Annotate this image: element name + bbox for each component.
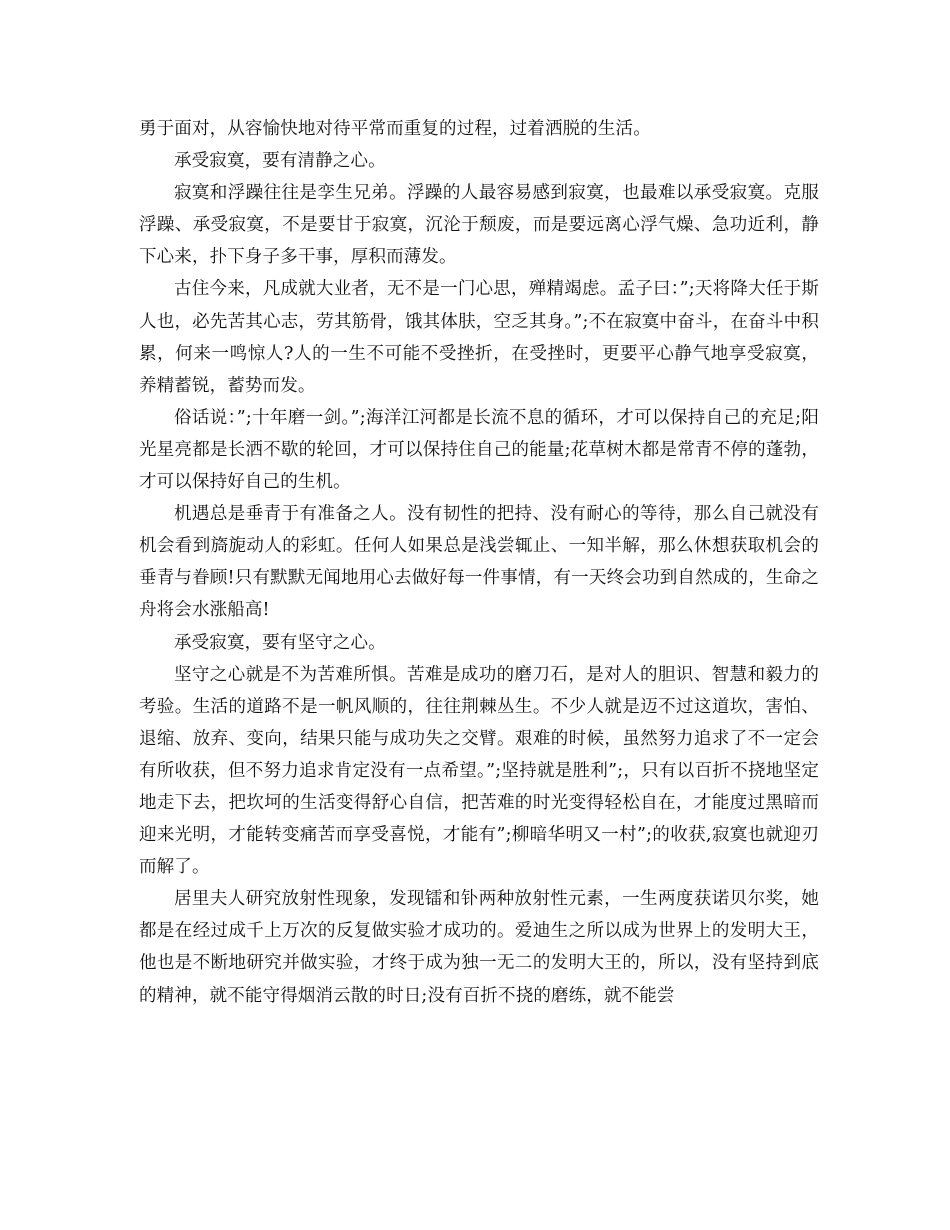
- paragraph-3: 寂寞和浮躁往往是孪生兄弟。浮躁的人最容易感到寂寞，也最难以承受寂寞。克服浮躁、承受寂寞，不是要甘于寂寞，沉沦于颓废，而是要远离心浮气燥、急功近利，静下心来，扑下身子多干事，厚积而薄发。: [139, 183, 819, 268]
- paragraph-4: 古住今来，凡成就大业者，无不是一门心思，殚精竭虑。孟子曰：”;天将降大任于斯人也，必先苦其心志，劳其筋骨，饿其体肤，空乏其身。”;不在寂寞中奋斗，在奋斗中积累，何来一鸣惊人?人的一生不可能不受挫折，在受挫时，更要平心静气地享受寂寞，养精蓄锐，蓄势而发。: [139, 279, 819, 396]
- paragraph-8: 坚守之心就是不为苦难所惧。苦难是成功的磨刀石，是对人的胆识、智慧和毅力的考验。生活的道路不是一帆风顺的，往往荆棘丛生。不少人就是迈不过这道坎，害怕、退缩、放弃、变向，结果只能与成功失之交臂。艰难的时候，虽然努力追求了不一定会有所收获，但不努力追求肯定没有一点希望。”;坚持就是胜利”;，只有以百折不挠地坚定地走下去，把坎坷的生活变得舒心自信，把苦难的时光变得轻松自在，才能度过黑暗而迎来光明，才能转变痛苦而享受喜悦，才能有”;柳暗华明又一村”;的收获,寂寞也就迎刃而解了。: [139, 664, 819, 878]
- paragraph-9: 居里夫人研究放射性现象，发现镭和钋两种放射性元素，一生两度获诺贝尔奖，她都是在经过成千上万次的反复做实验才成功的。爱迪生之所以成为世界上的发明大王，他也是不断地研究并做实验，才终于成为独一无二的发明大王的，所以，没有坚持到底的精神，就不能守得烟消云散的时日;没有百折不挠的磨练，就不能尝: [139, 889, 819, 1006]
- paragraph-7: 承受寂寞，要有坚守之心。: [174, 632, 386, 653]
- paragraph-5: 俗话说：”;十年磨一剑。”;海洋江河都是长流不息的循环，才可以保持自己的充足;阳光星亮都是长洒不歇的轮回，才可以保持住自己的能量;花草树木都是常青不停的蓬勃，才可以保持好自己的生机。: [139, 407, 819, 493]
- paragraph-2: 承受寂寞，要有清静之心。: [174, 151, 386, 172]
- paragraph-1: 勇于面对，从容愉快地对待平常而重复的过程，过着洒脱的生活。: [139, 119, 651, 139]
- document-body: [139, 113, 819, 1012]
- paragraph-6: 机遇总是垂青于有准备之人。没有韧性的把持、没有耐心的等待，那么自己就没有机会看到旖旎动人的彩虹。任何人如果总是浅尝辄止、一知半解，那么休想获取机会的垂青与眷顾!只有默默无闻地用心去做好每一件事情，有一天终会功到自然成的，生命之舟将会水涨船高!: [139, 504, 819, 621]
